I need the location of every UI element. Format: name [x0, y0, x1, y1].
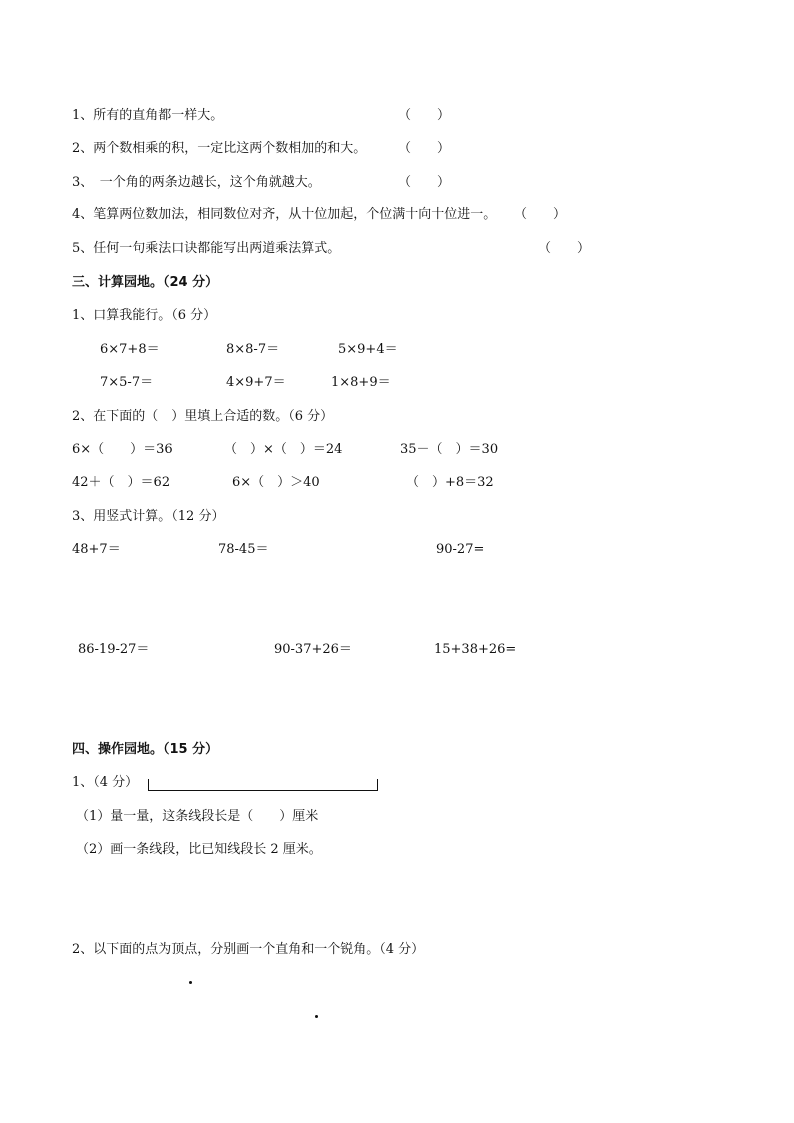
judge-question-1: 1、所有的直角都一样大。: [72, 108, 224, 123]
section-4-heading: 四、操作园地。（15 分）: [72, 742, 219, 757]
oral-calc-item: 6×7+8＝: [100, 342, 160, 357]
fill-blank-item[interactable]: 6×（ ）＞40: [232, 475, 320, 490]
judge-question-5: 5、任何一句乘法口诀都能写出两道乘法算式。: [72, 241, 341, 256]
fill-blank-item[interactable]: （ ）+8＝32: [406, 475, 494, 490]
fill-blank-item[interactable]: 42＋（ ）＝62: [72, 475, 171, 490]
judge-answer-blank-3[interactable]: （ ）: [398, 175, 451, 190]
judge-answer-blank-1[interactable]: （ ）: [398, 108, 451, 123]
q4-1-label: 1、（4 分）: [72, 775, 139, 790]
fill-blank-item[interactable]: 35－（ ）＝30: [400, 442, 499, 457]
judge-question-4: 4、笔算两位数加法，相同数位对齐，从十位加起，个位满十向十位进一。: [72, 207, 497, 222]
oral-calc-item: 8×8-7＝: [226, 342, 280, 357]
q3-2-label: 2、在下面的（ ）里填上合适的数。（6 分）: [72, 409, 334, 424]
judge-answer-blank-4[interactable]: （ ）: [514, 207, 567, 222]
judge-question-3: 3、 一个角的两条边越长，这个角就越大。: [72, 175, 321, 190]
vertical-calc-item: 90-27=: [436, 542, 485, 557]
q3-1-label: 1、口算我能行。（6 分）: [72, 308, 217, 323]
vertical-calc-item: 48+7＝: [72, 542, 121, 557]
judge-answer-blank-2[interactable]: （ ）: [398, 141, 451, 156]
oral-calc-item: 5×9+4＝: [338, 342, 398, 357]
section-3-heading: 三、计算园地。（24 分）: [72, 275, 219, 290]
q4-1-sub2: （2）画一条线段，比已知线段长 2 厘米。: [76, 842, 322, 857]
q3-3-label: 3、用竖式计算。（12 分）: [72, 509, 225, 524]
oral-calc-item: 7×5-7＝: [100, 375, 154, 390]
oral-calc-item: 1×8+9＝: [331, 375, 391, 390]
vertex-dot: [315, 1015, 318, 1018]
judge-question-2: 2、两个数相乘的积，一定比这两个数相加的和大。: [72, 141, 367, 156]
vertical-calc-item: 15+38+26=: [434, 642, 517, 657]
vertex-dot: [189, 981, 192, 984]
vertical-calc-item: 86-19-27＝: [78, 642, 150, 657]
line-segment-figure: [148, 779, 378, 791]
fill-blank-item[interactable]: 6×（ ）＝36: [72, 442, 173, 457]
q4-1-sub1: （1）量一量，这条线段长是（ ）厘米: [76, 809, 319, 824]
q4-2-label: 2、以下面的点为顶点，分别画一个直角和一个锐角。（4 分）: [72, 942, 425, 957]
judge-answer-blank-5[interactable]: （ ）: [538, 241, 591, 256]
vertical-calc-item: 90-37+26＝: [274, 642, 352, 657]
fill-blank-item[interactable]: （ ）×（ ）＝24: [224, 442, 343, 457]
oral-calc-item: 4×9+7＝: [226, 375, 286, 390]
vertical-calc-item: 78-45＝: [218, 542, 269, 557]
